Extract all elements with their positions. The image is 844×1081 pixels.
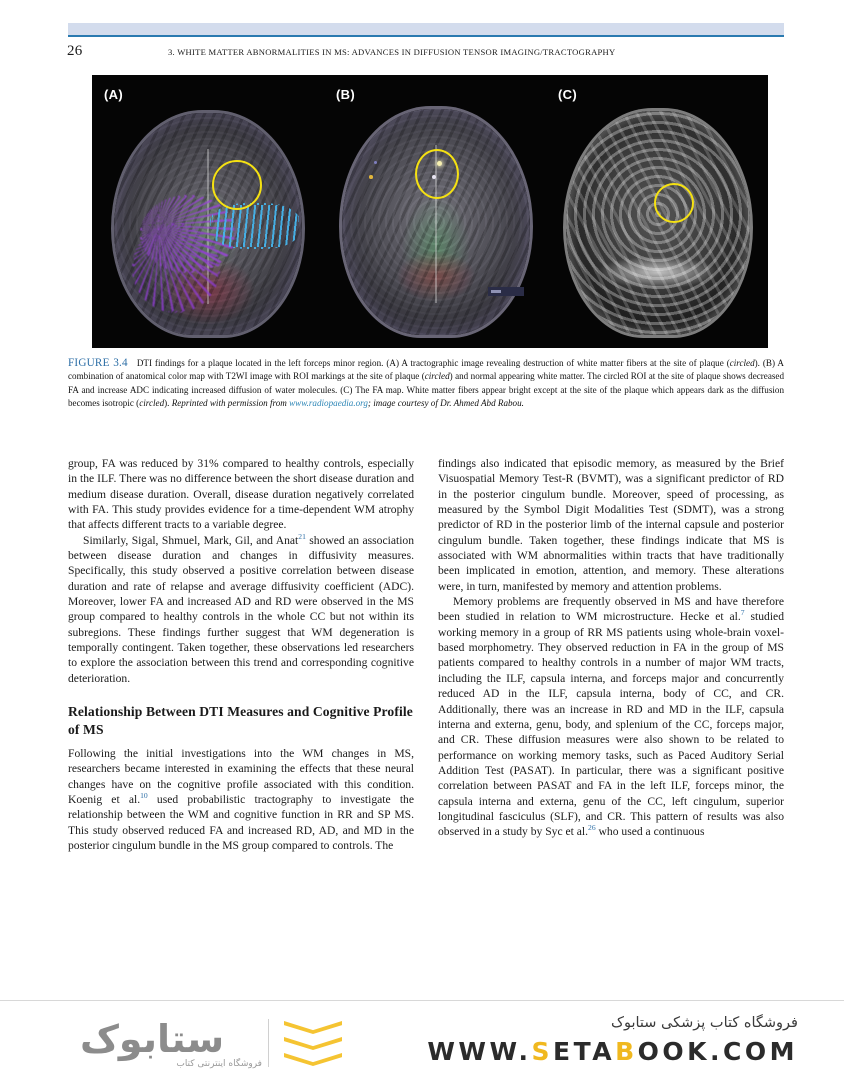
citation-ref-7[interactable]: 7 — [740, 608, 745, 618]
setabook-logo[interactable] — [72, 1013, 372, 1071]
figure-caption — [68, 357, 784, 410]
roi-circle-b — [415, 149, 459, 199]
logo-divider — [268, 1019, 269, 1067]
figure-panel-c — [546, 75, 768, 348]
paragraph-right-2-part3: who used a continuous — [595, 825, 705, 839]
caption-italic-3: circled — [139, 397, 165, 408]
footer-brand-text — [378, 1015, 798, 1066]
url-letter-b: B — [615, 1037, 638, 1066]
chevron-icon — [284, 1021, 342, 1067]
paragraph-left-2-part1: Similarly, Sigal, Shmuel, Mark, Gil, and Anat — [83, 533, 299, 547]
header-band — [68, 23, 784, 35]
footer-tagline: فروشگاه کتاب پزشکی ستابوک — [610, 1015, 798, 1031]
paragraph-right-1: findings also indicated that episodic memory, as measured by the Brief Visuospatial Memory Test-R (BVMT), was a significant predictor of RD in the posterior cingulum bundle. Moreover, speed of processing, as measured by the Symbol Digit Modalities Test (SDMT), was a strong predictor of RD in the posterior limb of the internal capsule and posterior cingulum bundle. Taken together, these findings indicate that MS is associated with WM abnormalities within tracts that have traditionally been implicated in emotion, attention, and memory. These alterations were, in turn, manifested by memory and attention problems. — [438, 457, 784, 593]
tract-fibers-purple-lower — [132, 223, 220, 313]
footer-watermark — [0, 1000, 844, 1081]
url-suffix: OOK.COM — [637, 1037, 798, 1066]
running-title: 3. WHITE MATTER ABNORMALITIES IN MS: ADVANCES IN DIFFUSION TENSOR IMAGING/TRACTOGRAPHY — [168, 47, 616, 57]
brain-texture — [566, 111, 750, 335]
paragraph-right-2-part2: studied working memory in a group of RR MS patients using whole-brain voxel-based morphometry. They observed reduction in FA in the group of MS patients compared to healthy controls in a number of major WM tracts, including the ILF, capsula interna, and forceps major and concurrently reduced AD in the ILF, capsula interna, body of CC, and CR. Additionally, there was an increase in RD and MD in the ILF, capsula interna and externa, genu, body, and splenium of the CC, forceps major, and CR. These diffusion measures were also shown to be related to performance on working memory tasks, such as Paced Auditory Serial Addition Test (PASAT). In particular, there was a significant positive correlation between PASAT and FA in the left ILF, forceps minor, the capsula interna and externa, genu of the CC, left cingulum, superior longitudinal fasciculus (SLF), and CR. This pattern of results was also observed in a study by Syc et al. — [438, 610, 784, 839]
url-letter-s: S — [531, 1037, 554, 1066]
caption-text-2: ). (B) A combination of anatomical color map with T2WI image with ROI markings at the site of plaque ( — [68, 358, 784, 382]
logo-wordmark: ستابوک — [80, 1017, 225, 1061]
figure-panel-b — [324, 75, 546, 348]
caption-reprint-note: Reprinted with permission from — [171, 397, 290, 408]
panel-label-c: (C) — [558, 87, 577, 102]
tract-fibers-blue — [210, 203, 300, 249]
roi-circle-a — [212, 160, 262, 210]
url-prefix: WWW. — [427, 1037, 532, 1066]
page-number: 26 — [67, 43, 83, 59]
body-column-left — [68, 456, 414, 853]
paragraph-left-3-part2: used probabilistic tractography to investigate the relationship between the WM and cognitive function in RR and SP MS. This study observed reduced FA and increased RD, AD, and MD in the posterior cingulum bundle in the MS group compared to controls. The — [68, 793, 414, 853]
brain-slice-colormap — [342, 109, 530, 335]
paragraph-left-3-part1: Following the initial investigations into the WM changes in MS, researchers became interested in examining the effects that these neural changes have on the cognitive profile associated with this condition. Koenig et al. — [68, 746, 414, 806]
citation-ref-10[interactable]: 10 — [140, 791, 148, 801]
citation-ref-21[interactable]: 21 — [298, 531, 306, 541]
paragraph-left-1: group, FA was reduced by 31% compared to healthy controls, especially in the ILF. There was no difference between the short disease duration and medium disease duration. Overall, disease duration negatively correlated with FA. This study provides evidence for a time-dependent WM atrophy that affects different tracts to a variable degree. — [68, 457, 414, 532]
panel-label-b: (B) — [336, 87, 355, 102]
logo-subtitle: فروشگاه اینترنتی کتاب — [176, 1059, 262, 1069]
brain-slice-fa-map — [566, 111, 750, 335]
caption-courtesy-note: ; image courtesy of Dr. Ahmed Abd Rabou. — [367, 397, 524, 408]
paragraph-right-2-part1: Memory problems are frequently observed in MS and have therefore been studied in relation to WM microstructure. Hecke et al. — [438, 595, 784, 624]
figure-3-4 — [92, 75, 768, 348]
paragraph-left-2-part2: showed an association between disease duration and changes in diffusivity measures. Specifically, this study observed a positive correlation between disease duration and rate of relapse and average diffusivity coefficient (ADC). Moreover, lower FA and increased AD and RD were observed in the MS group compared to healthy controls in the whole CC but not within its subregions. These findings further suggest that WM degeneration is temporally contingent. Taken together, these observations led researchers to explore the association between this trend and corresponding cognitive deterioration. — [68, 533, 415, 685]
figure-number: FIGURE 3.4 — [68, 357, 128, 369]
footer-url[interactable] — [378, 1037, 798, 1066]
section-heading: Relationship Between DTI Measures and Cognitive Profile of MS — [68, 704, 413, 737]
citation-ref-26[interactable]: 26 — [588, 823, 596, 833]
caption-text-3: ) and normal appearing white matter. The circled ROI at the site of plaque shows decreased FA and increase ADC indicating increased diffusion of water molecules. (C) The FA map. White matter fibers appear bright except at the site of the plaque which appears dark as the diffusion becomes isotropic ( — [68, 371, 784, 408]
caption-text-1: DTI findings for a plaque located in the left forceps minor region. (A) A tractographic image revealing destruction of white matter fibers at the site of plaque ( — [136, 358, 730, 368]
roi-dot-reference — [369, 175, 373, 179]
scanner-overlay-tag — [488, 287, 524, 296]
caption-italic-2: circled — [424, 371, 450, 382]
caption-text-4: ). — [164, 397, 172, 408]
url-letters-eta: ETA — [553, 1037, 616, 1066]
header-rule — [68, 35, 784, 37]
caption-source-link[interactable]: www.radiopaedia.org — [289, 397, 368, 408]
body-column-right — [438, 456, 784, 840]
caption-italic-1: circled — [729, 358, 755, 368]
paragraph-left-2 — [68, 533, 414, 686]
roi-dot-contralateral — [374, 161, 377, 164]
panel-label-a: (A) — [104, 87, 123, 102]
paragraph-right-2 — [438, 594, 784, 840]
roi-circle-c — [654, 183, 694, 223]
figure-panel-a — [92, 75, 324, 348]
paragraph-left-3 — [68, 746, 414, 853]
